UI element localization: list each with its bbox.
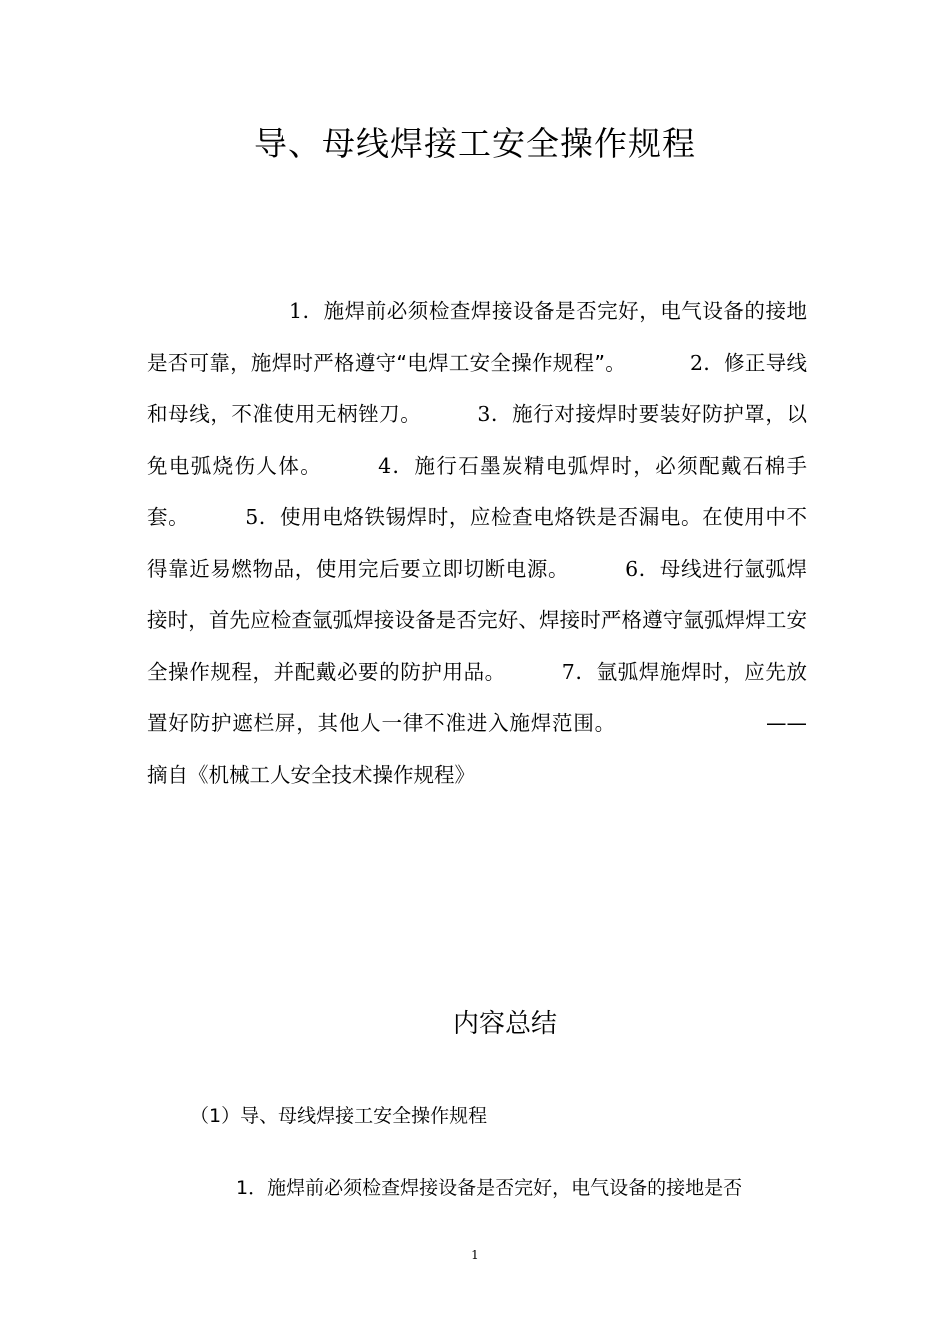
- summary-first-line: 1．施焊前必须检查焊接设备是否完好，电气设备的接地是否: [236, 1177, 743, 1199]
- summary-item-label: （1）导、母线焊接工安全操作规程: [190, 1105, 488, 1127]
- rule-7-text: 氩弧焊施焊时，应先放置好防护遮栏屏，其他人一律不准进入施焊范围。: [147, 659, 808, 735]
- page-number: 1: [471, 1248, 479, 1262]
- rule-1-text: 施焊前必须检查焊接设备是否完好，电气设备的接地是否可靠，施焊时严格遵守“电焊工安全操作规程”。: [147, 299, 807, 375]
- rule-3-number: 3．: [477, 402, 513, 426]
- rule-6-number: 6．: [625, 556, 660, 581]
- rule-4-text: 施行石墨炭精电弧焊时，必须配戴石棉手套。: [147, 453, 808, 529]
- rule-5-number: 5．: [245, 505, 280, 529]
- rule-1-number: 1．: [289, 299, 324, 323]
- rule-2-text: 修正导线和母线，不准使用无柄锉刀。: [147, 350, 807, 426]
- source-citation: ——摘自《机械工人安全技术操作规程》: [147, 711, 807, 787]
- rule-2-number: 2．: [690, 350, 725, 375]
- rule-5-text: 使用电烙铁锡焊时，应检查电烙铁是否漏电。在使用中不得靠近易燃物品，使用完后要立即切断电源。: [147, 505, 808, 581]
- document-title: 导、母线焊接工安全操作规程: [254, 124, 696, 163]
- rule-4-number: 4．: [378, 453, 415, 478]
- rule-3-text: 施行对接焊时要装好防护罩，以免电弧烧伤人体。: [147, 402, 808, 478]
- summary-heading: 内容总结: [452, 1009, 557, 1039]
- rule-7-number: 7．: [561, 659, 597, 684]
- rule-6-text: 母线进行氩弧焊接时，首先应检查氩弧焊接设备是否完好、焊接时严格遵守氩弧焊焊工安全操作规程，并配戴必要的防护用品。: [147, 556, 808, 684]
- rules-paragraph: [147, 286, 807, 801]
